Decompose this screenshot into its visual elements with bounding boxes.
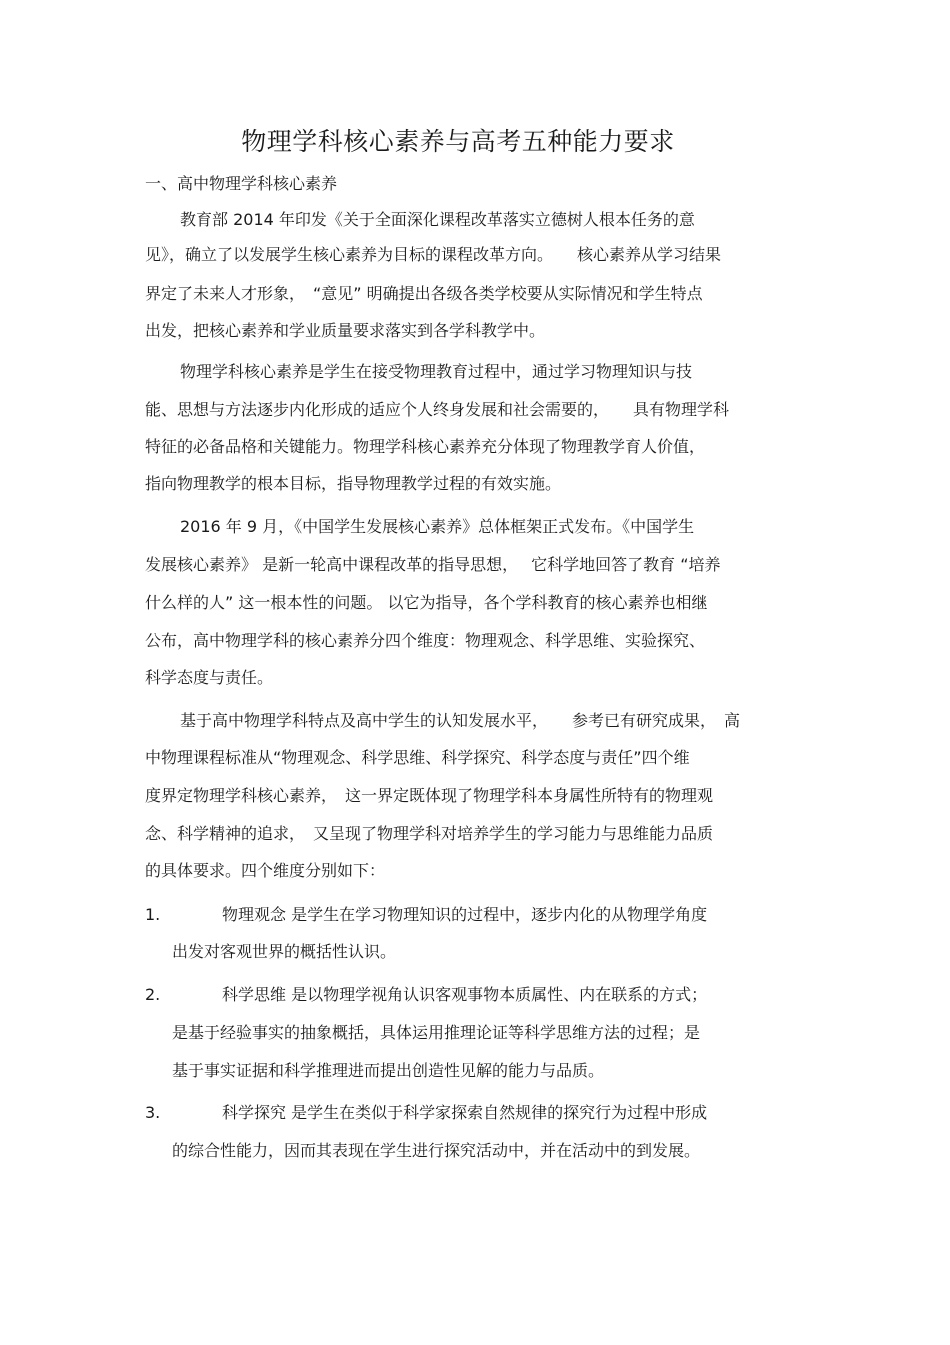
paragraph-4-line-3: 度界定物理学科核心素养， 这一界定既体现了物理学科本身属性所特有的物理观 [145, 786, 714, 805]
list-item-2-line-2: 是基于经验事实的抽象概括，具体运用推理论证等科学思维方法的过程；是 [172, 1023, 701, 1042]
paragraph-4-line-5: 的具体要求。四个维度分别如下： [145, 861, 386, 880]
paragraph-1-line-1: 教育部 2014 年印发《关于全面深化课程改革落实立德树人根本任务的意 [180, 210, 695, 229]
paragraph-2-line-2: 能、思想与方法逐步内化形成的适应个人终身发展和社会需要的， 具有物理学科 [145, 400, 730, 419]
list-item-3-line-2: 的综合性能力，因而其表现在学生进行探究活动中，并在活动中的到发展。 [172, 1141, 701, 1160]
list-item-2-number: 2. [145, 985, 161, 1004]
paragraph-3-line-1: 2016 年 9 月，《中国学生发展核心素养》总体框架正式发布。《中国学生 [180, 517, 695, 536]
paragraph-4-line-1: 基于高中物理学科特点及高中学生的认知发展水平， 参考已有研究成果， 高 [180, 711, 741, 730]
paragraph-2-line-3: 特征的必备品格和关键能力。物理学科核心素养充分体现了物理教学育人价值， [145, 437, 706, 456]
list-item-2-line-3: 基于事实证据和科学推理进而提出创造性见解的能力与品质。 [172, 1061, 605, 1080]
list-item-3-line-1: 科学探究 是学生在类似于科学家探索自然规律的探究行为过程中形成 [222, 1103, 708, 1122]
paragraph-4-line-4: 念、科学精神的追求， 又呈现了物理学科对培养学生的学习能力与思维能力品质 [145, 824, 714, 843]
list-item-1-line-2: 出发对客观世界的概括性认识。 [172, 942, 397, 961]
paragraph-4-line-2: 中物理课程标准从“物理观念、科学思维、科学探究、科学态度与责任”四个维 [145, 748, 690, 767]
paragraph-1-line-4: 出发，把核心素养和学业质量要求落实到各学科教学中。 [145, 321, 546, 340]
list-item-2-line-1: 科学思维 是以物理学视角认识客观事物本质属性、内在联系的方式； [222, 985, 708, 1004]
page-title: 物理学科核心素养与高考五种能力要求 [241, 127, 675, 156]
section-heading: 一、高中物理学科核心素养 [145, 174, 338, 193]
list-item-3-number: 3. [145, 1103, 161, 1122]
paragraph-3-line-3: 什么样的人” 这一根本性的问题。 以它为指导，各个学科教育的核心素养也相继 [145, 593, 708, 612]
paragraph-1-line-2: 见》，确立了以发展学生核心素养为目标的课程改革方向。 核心素养从学习结果 [145, 245, 722, 264]
paragraph-3-line-2: 发展核心素养》 是新一轮高中课程改革的指导思想， 它科学地回答了教育 “培养 [145, 555, 721, 574]
paragraph-1-line-3: 界定了未来人才形象， “意见” 明确提出各级各类学校要从实际情况和学生特点 [145, 284, 703, 303]
list-item-1-line-1: 物理观念 是学生在学习物理知识的过程中，逐步内化的从物理学角度 [222, 905, 708, 924]
paragraph-3-line-4: 公布，高中物理学科的核心素养分四个维度：物理观念、科学思维、实验探究、 [145, 631, 706, 650]
paragraph-2-line-4: 指向物理教学的根本目标，指导物理教学过程的有效实施。 [145, 474, 562, 493]
list-item-1-number: 1. [145, 905, 161, 924]
paragraph-3-line-5: 科学态度与责任。 [145, 668, 274, 687]
paragraph-2-line-1: 物理学科核心素养是学生在接受物理教育过程中，通过学习物理知识与技 [180, 362, 693, 381]
